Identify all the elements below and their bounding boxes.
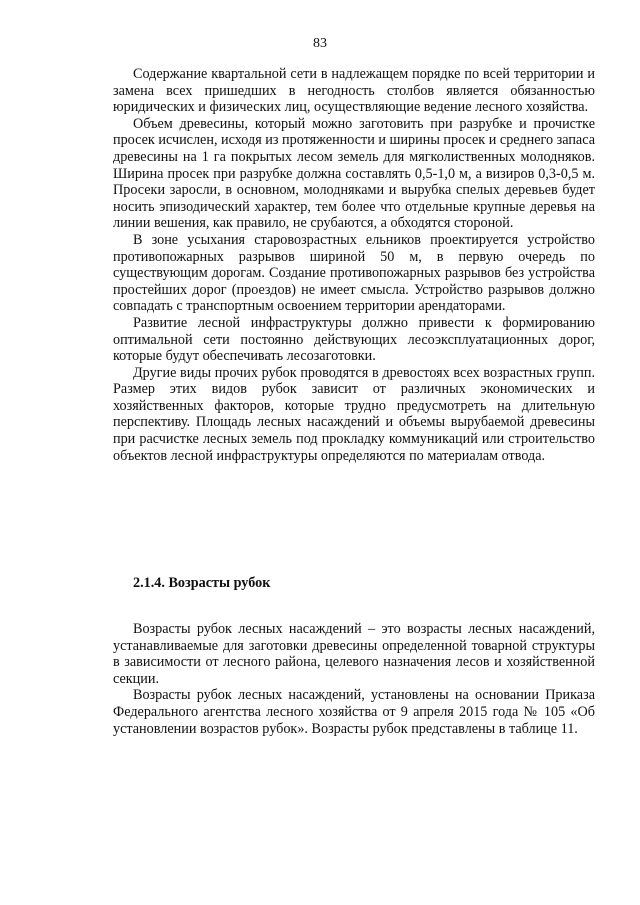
text-block-bottom <box>113 621 595 737</box>
section-heading: 2.1.4. Возрасты рубок <box>133 575 271 591</box>
paragraph: Другие виды прочих рубок проводятся в древостоях всех возрастных групп. Размер этих видов рубок зависит от различных экономических и хозяйственных факторов, которые трудно предусмотреть на длительную перспективу. Площадь лесных насаждений и объемы вырубаемой древесины при расчистке лесных земель под прокладку коммуникаций или строительство объектов лесной инфраструктуры определяются по материалам отвода. <box>113 364 595 464</box>
paragraph: В зоне усыхания старовозрастных ельников проектируется устройство противопожарных разрывов шириной 50 м, в первую очередь по существующим дорогам. Создание противопожарных разрывов без устройства простейших дорог (проездов) не имеет смысла. Устройство разрывов должно совпадать с транспортным освоением территории арендаторами. <box>113 231 595 315</box>
paragraph: Возрасты рубок лесных насаждений, установлены на основании Приказа Федерального агентства лесного хозяйства от 9 апреля 2015 года № 105 «Об установлении возрастов рубок». Возрасты рубок представлены в таблице 11. <box>113 687 595 737</box>
paragraph: Содержание квартальной сети в надлежащем порядке по всей территории и замена всех пришедших в негодность столбов является обязанностью юридических и физических лиц, осуществляющие ведение лесного хозяйства. <box>113 66 595 116</box>
paragraph: Возрасты рубок лесных насаждений – это возрасты лесных насаждений, устанавливаемые для заготовки древесины определенной товарной структуры в зависимости от лесного района, целевого назначения лесов и хозяйственной секции. <box>113 621 595 687</box>
page-number: 83 <box>313 36 327 51</box>
text-block-top <box>113 66 595 464</box>
paragraph: Объем древесины, который можно заготовить при разрубке и прочистке просек исчислен, исходя из протяженности и ширины просек и среднего запаса древесины на 1 га покрытых лесом земель для мягколиственных молодняков. Ширина просек при разрубке должна составлять 0,5-1,0 м, а визиров 0,3-0,5 м. Просеки заросли, в основном, молодняками и вырубка спелых деревьев будет носить эпизодический характер, тем более что отдельные крупные деревья на линии вешения, как правило, не срубаются, а обходятся стороной. <box>113 115 595 232</box>
paragraph: Развитие лесной инфраструктуры должно привести к формированию оптимальной сети постоянно действующих лесоэксплуатационных дорог, которые будут обеспечивать лесозаготовки. <box>113 314 595 365</box>
